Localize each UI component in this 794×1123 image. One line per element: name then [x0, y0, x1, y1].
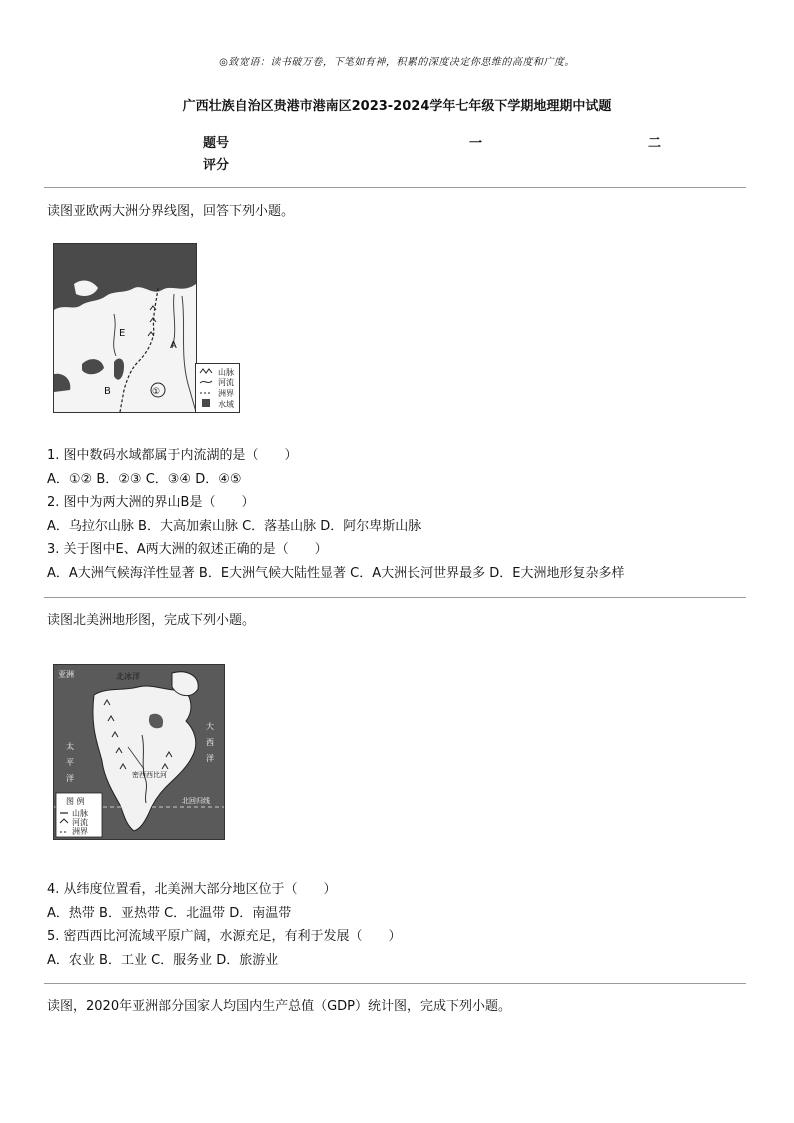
eurasia-legend-symbols [196, 364, 239, 412]
question-5-options: A．农业 B．工业 C．服务业 D．旅游业 [47, 953, 279, 968]
na-legend-title: 图 例 [66, 797, 85, 806]
question-1: 1. 图中数码水域都属于内流湖的是（ ） [47, 448, 298, 463]
svg-text:B: B [104, 386, 111, 397]
svg-text:A: A [170, 340, 177, 351]
section1-intro: 读图亚欧两大洲分界线图，回答下列小题。 [47, 204, 295, 219]
question-3-options: A．A大洲气候海洋性显著 B．E大洲气候大陆性显著 C．A大洲长河世界最多 D．E大洲地形复杂多样 [47, 566, 625, 581]
label-tropic-of-cancer: 北回归线 [182, 797, 210, 805]
score-row-score [203, 155, 683, 177]
svg-text:①: ① [152, 387, 161, 397]
svg-text:洋: 洋 [66, 774, 74, 783]
svg-text:E: E [119, 328, 126, 339]
na-legend-river: 河流 [72, 818, 88, 827]
label-pacific [66, 741, 74, 783]
legend-river: 河流 [218, 378, 234, 387]
score-header-label: 题号 [203, 136, 230, 151]
divider [44, 187, 746, 188]
question-4-options: A．热带 B．亚热带 C．北温带 D．南温带 [47, 906, 292, 921]
question-2: 2. 图中为两大洲的界山B是（ ） [47, 495, 255, 510]
legend-boundary: 洲界 [218, 389, 234, 398]
question-2-options: A．乌拉尔山脉 B．大高加索山脉 C．落基山脉 D．阿尔卑斯山脉 [47, 519, 422, 534]
score-table [203, 133, 683, 177]
label-arctic-ocean: 北冰洋 [116, 672, 140, 681]
label-atlantic [206, 721, 214, 763]
svg-text:洋: 洋 [206, 754, 214, 763]
label-mississippi: 密西西比河 [132, 771, 167, 779]
question-3: 3. 关于图中E、A两大洲的叙述正确的是（ ） [47, 542, 328, 557]
legend-water: 水域 [218, 400, 234, 409]
motto: ◎致宽语：读书破万卷，下笔如有神，积累的深度决定你思维的高度和广度。 [219, 57, 575, 68]
eurasia-map-drawing [54, 244, 196, 412]
section3-intro: 读图，2020年亚洲部分国家人均国内生产总值（GDP）统计图，完成下列小题。 [47, 999, 512, 1014]
page-title: 广西壮族自治区贵港市港南区2023-2024学年七年级下学期地理期中试题 [182, 99, 612, 114]
question-4: 4. 从纬度位置看，北美洲大部分地区位于（ ） [47, 882, 337, 897]
na-legend-boundary: 洲界 [72, 827, 88, 836]
label-asia: 亚洲 [58, 670, 74, 679]
eurasia-map-legend [195, 363, 240, 413]
score-col-two: 二 [648, 136, 662, 151]
na-legend-mountain: 山脉 [72, 809, 88, 818]
eurasia-boundary-map [53, 243, 197, 413]
north-america-map-drawing [54, 665, 224, 839]
score-label: 评分 [203, 158, 230, 173]
svg-text:大: 大 [206, 722, 214, 731]
section2-intro: 读图北美洲地形图，完成下列小题。 [47, 613, 256, 628]
svg-text:平: 平 [66, 758, 74, 767]
legend-mountain: 山脉 [218, 368, 234, 377]
score-col-one: 一 [469, 136, 483, 151]
svg-text:西: 西 [206, 738, 214, 747]
question-5: 5. 密西西比河流域平原广阔，水源充足，有利于发展（ ） [47, 929, 402, 944]
north-america-map [53, 664, 225, 840]
question-1-options: A．①② B．②③ C．③④ D．④⑤ [47, 472, 242, 487]
svg-text:太: 太 [66, 742, 74, 751]
divider [44, 597, 746, 598]
divider [44, 983, 746, 984]
score-row-number [203, 133, 683, 155]
